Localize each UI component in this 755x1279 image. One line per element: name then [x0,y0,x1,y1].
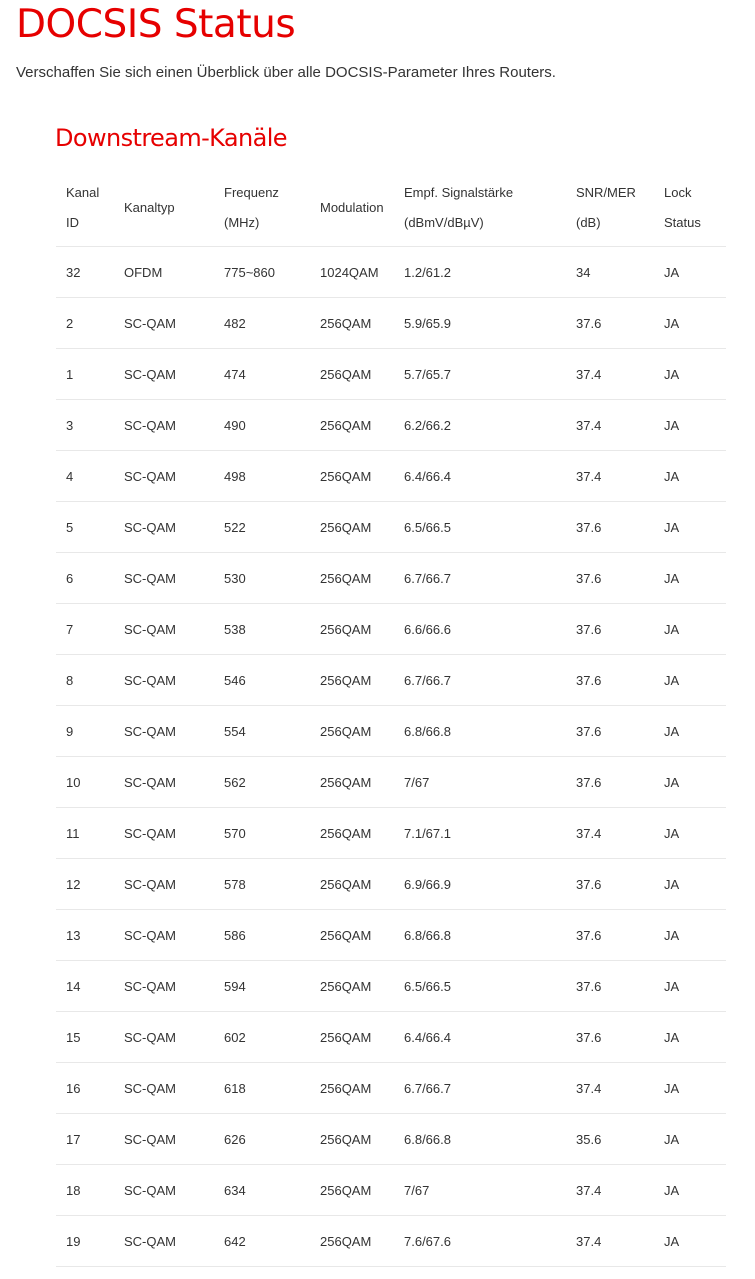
cell-signal-strength: 6.8/66.8 [394,706,566,757]
table-row [56,859,726,910]
cell-channel-id: 3 [56,400,114,451]
cell-channel-type: SC-QAM [114,1216,214,1267]
cell-frequency: 522 [214,502,310,553]
downstream-channels-table [56,170,726,1267]
header-snr-mer: SNR/MER (dB) [566,170,654,247]
cell-frequency: 530 [214,553,310,604]
table-header-row [56,170,726,247]
cell-lock-status: JA [654,706,726,757]
cell-signal-strength: 7.1/67.1 [394,808,566,859]
cell-lock-status: JA [654,1216,726,1267]
cell-frequency: 474 [214,349,310,400]
cell-snr-mer: 35.6 [566,1114,654,1165]
cell-channel-id: 12 [56,859,114,910]
table-row [56,1012,726,1063]
cell-signal-strength: 6.7/66.7 [394,553,566,604]
cell-modulation: 256QAM [310,655,394,706]
cell-snr-mer: 37.6 [566,706,654,757]
cell-lock-status: JA [654,1012,726,1063]
cell-modulation: 256QAM [310,400,394,451]
cell-channel-type: SC-QAM [114,961,214,1012]
cell-modulation: 1024QAM [310,247,394,298]
cell-lock-status: JA [654,604,726,655]
cell-frequency: 594 [214,961,310,1012]
table-row [56,655,726,706]
cell-channel-type: SC-QAM [114,655,214,706]
cell-lock-status: JA [654,910,726,961]
cell-channel-id: 18 [56,1165,114,1216]
cell-lock-status: JA [654,961,726,1012]
cell-channel-id: 14 [56,961,114,1012]
cell-frequency: 570 [214,808,310,859]
cell-snr-mer: 37.4 [566,1165,654,1216]
cell-channel-type: SC-QAM [114,1114,214,1165]
table-row [56,910,726,961]
cell-frequency: 586 [214,910,310,961]
cell-channel-type: OFDM [114,247,214,298]
cell-snr-mer: 37.6 [566,859,654,910]
cell-modulation: 256QAM [310,808,394,859]
cell-signal-strength: 6.9/66.9 [394,859,566,910]
cell-frequency: 634 [214,1165,310,1216]
cell-lock-status: JA [654,400,726,451]
cell-channel-type: SC-QAM [114,1012,214,1063]
cell-channel-id: 11 [56,808,114,859]
cell-modulation: 256QAM [310,961,394,1012]
table-row [56,1216,726,1267]
cell-snr-mer: 37.6 [566,1012,654,1063]
table-row [56,298,726,349]
header-modulation: Modulation [310,170,394,247]
cell-snr-mer: 37.6 [566,655,654,706]
cell-channel-type: SC-QAM [114,706,214,757]
cell-channel-id: 8 [56,655,114,706]
cell-snr-mer: 37.4 [566,400,654,451]
cell-modulation: 256QAM [310,502,394,553]
cell-signal-strength: 6.7/66.7 [394,1063,566,1114]
table-row [56,808,726,859]
cell-frequency: 538 [214,604,310,655]
table-row [56,1114,726,1165]
table-row [56,247,726,298]
table-row [56,757,726,808]
cell-signal-strength: 7/67 [394,757,566,808]
cell-lock-status: JA [654,808,726,859]
cell-modulation: 256QAM [310,1216,394,1267]
cell-modulation: 256QAM [310,757,394,808]
cell-lock-status: JA [654,655,726,706]
cell-snr-mer: 37.4 [566,808,654,859]
cell-signal-strength: 7/67 [394,1165,566,1216]
downstream-section-title: Downstream-Kanäle [55,124,287,152]
header-channel-type: Kanaltyp [114,170,214,247]
cell-frequency: 775~860 [214,247,310,298]
cell-modulation: 256QAM [310,1063,394,1114]
cell-signal-strength: 7.6/67.6 [394,1216,566,1267]
cell-channel-type: SC-QAM [114,604,214,655]
header-frequency: Frequenz (MHz) [214,170,310,247]
cell-lock-status: JA [654,757,726,808]
cell-channel-id: 6 [56,553,114,604]
cell-lock-status: JA [654,247,726,298]
cell-channel-type: SC-QAM [114,349,214,400]
page-title: DOCSIS Status [16,2,296,47]
cell-modulation: 256QAM [310,910,394,961]
cell-channel-id: 13 [56,910,114,961]
cell-snr-mer: 34 [566,247,654,298]
cell-lock-status: JA [654,502,726,553]
cell-snr-mer: 37.6 [566,910,654,961]
cell-signal-strength: 6.8/66.8 [394,1114,566,1165]
table-row [56,604,726,655]
cell-frequency: 602 [214,1012,310,1063]
cell-channel-type: SC-QAM [114,808,214,859]
cell-signal-strength: 6.6/66.6 [394,604,566,655]
cell-signal-strength: 1.2/61.2 [394,247,566,298]
cell-lock-status: JA [654,298,726,349]
header-lock-status: Lock Status [654,170,726,247]
cell-signal-strength: 6.2/66.2 [394,400,566,451]
cell-modulation: 256QAM [310,706,394,757]
cell-channel-type: SC-QAM [114,1165,214,1216]
cell-frequency: 626 [214,1114,310,1165]
page-description: Verschaffen Sie sich einen Überblick über alle DOCSIS-Parameter Ihres Routers. [16,64,556,81]
cell-channel-type: SC-QAM [114,502,214,553]
cell-frequency: 618 [214,1063,310,1114]
cell-signal-strength: 6.4/66.4 [394,451,566,502]
cell-lock-status: JA [654,1114,726,1165]
table-row [56,1165,726,1216]
cell-channel-id: 5 [56,502,114,553]
cell-lock-status: JA [654,553,726,604]
table-row [56,1063,726,1114]
cell-channel-id: 4 [56,451,114,502]
table-body [56,247,726,1267]
cell-lock-status: JA [654,1063,726,1114]
cell-channel-id: 16 [56,1063,114,1114]
table-row [56,400,726,451]
cell-lock-status: JA [654,451,726,502]
cell-frequency: 546 [214,655,310,706]
cell-lock-status: JA [654,349,726,400]
cell-channel-id: 19 [56,1216,114,1267]
cell-frequency: 554 [214,706,310,757]
cell-signal-strength: 6.7/66.7 [394,655,566,706]
table-row [56,553,726,604]
cell-modulation: 256QAM [310,451,394,502]
cell-signal-strength: 6.4/66.4 [394,1012,566,1063]
cell-snr-mer: 37.6 [566,757,654,808]
cell-snr-mer: 37.4 [566,1216,654,1267]
cell-channel-type: SC-QAM [114,1063,214,1114]
cell-frequency: 498 [214,451,310,502]
cell-channel-type: SC-QAM [114,859,214,910]
cell-modulation: 256QAM [310,298,394,349]
table-row [56,349,726,400]
cell-modulation: 256QAM [310,349,394,400]
cell-snr-mer: 37.4 [566,349,654,400]
cell-channel-type: SC-QAM [114,400,214,451]
header-channel-id: Kanal ID [56,170,114,247]
cell-channel-id: 9 [56,706,114,757]
cell-channel-type: SC-QAM [114,451,214,502]
cell-snr-mer: 37.6 [566,961,654,1012]
cell-channel-id: 7 [56,604,114,655]
cell-channel-id: 2 [56,298,114,349]
cell-signal-strength: 5.9/65.9 [394,298,566,349]
cell-modulation: 256QAM [310,859,394,910]
cell-channel-id: 10 [56,757,114,808]
cell-signal-strength: 6.5/66.5 [394,961,566,1012]
cell-channel-type: SC-QAM [114,910,214,961]
cell-frequency: 562 [214,757,310,808]
cell-lock-status: JA [654,1165,726,1216]
cell-channel-type: SC-QAM [114,553,214,604]
cell-channel-type: SC-QAM [114,298,214,349]
cell-frequency: 490 [214,400,310,451]
cell-channel-id: 15 [56,1012,114,1063]
cell-modulation: 256QAM [310,604,394,655]
cell-modulation: 256QAM [310,1165,394,1216]
cell-modulation: 256QAM [310,1114,394,1165]
cell-snr-mer: 37.4 [566,1063,654,1114]
cell-snr-mer: 37.6 [566,553,654,604]
cell-snr-mer: 37.6 [566,298,654,349]
cell-snr-mer: 37.6 [566,502,654,553]
cell-lock-status: JA [654,859,726,910]
cell-frequency: 482 [214,298,310,349]
cell-channel-id: 17 [56,1114,114,1165]
cell-modulation: 256QAM [310,553,394,604]
cell-channel-type: SC-QAM [114,757,214,808]
cell-modulation: 256QAM [310,1012,394,1063]
cell-snr-mer: 37.4 [566,451,654,502]
header-signal-strength: Empf. Signalstärke (dBmV/dBµV) [394,170,566,247]
cell-signal-strength: 6.8/66.8 [394,910,566,961]
table-row [56,451,726,502]
table-row [56,502,726,553]
cell-channel-id: 32 [56,247,114,298]
cell-signal-strength: 6.5/66.5 [394,502,566,553]
cell-frequency: 578 [214,859,310,910]
cell-channel-id: 1 [56,349,114,400]
cell-frequency: 642 [214,1216,310,1267]
cell-snr-mer: 37.6 [566,604,654,655]
table-row [56,706,726,757]
table-row [56,961,726,1012]
cell-signal-strength: 5.7/65.7 [394,349,566,400]
